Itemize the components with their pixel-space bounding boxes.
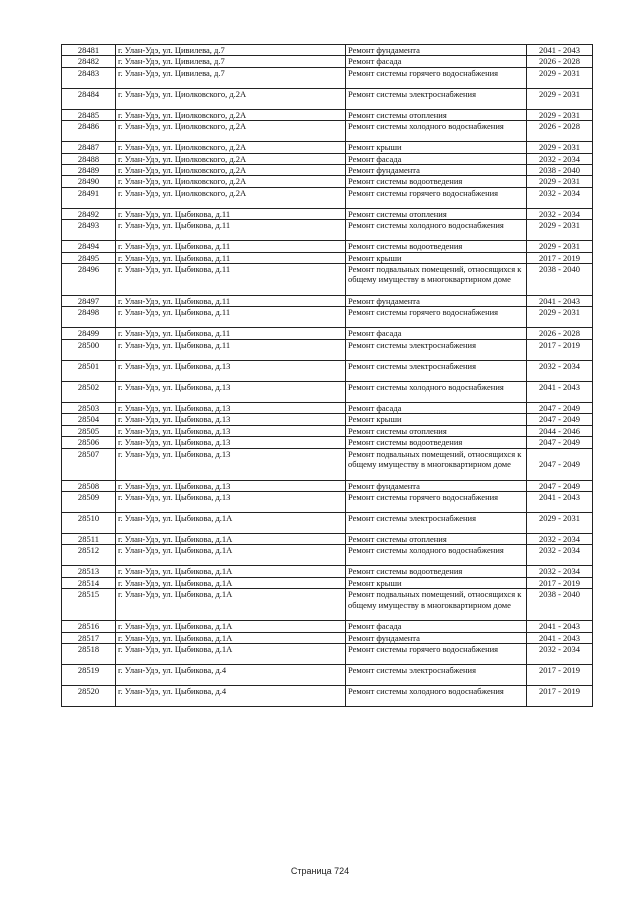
work-type-cell: Ремонт крыши [346, 252, 527, 263]
record-number-cell: 28502 [62, 381, 116, 402]
address-cell: г. Улан-Удэ, ул. Цыбикова, д.4 [116, 685, 346, 706]
work-type-cell: Ремонт системы отопления [346, 208, 527, 219]
period-cell: 2041 - 2043 [527, 381, 593, 402]
record-number-cell: 28506 [62, 437, 116, 448]
period-cell: 2017 - 2019 [527, 252, 593, 263]
period-cell: 2047 - 2049 [527, 402, 593, 413]
record-number-cell: 28482 [62, 56, 116, 67]
table-row [62, 664, 593, 685]
table-row [62, 241, 593, 252]
table-row [62, 307, 593, 328]
record-number-cell: 28517 [62, 632, 116, 643]
period-cell: 2047 - 2049 [527, 414, 593, 425]
record-number-cell: 28503 [62, 402, 116, 413]
record-number-cell: 28495 [62, 252, 116, 263]
record-number-cell: 28499 [62, 328, 116, 339]
work-type-cell: Ремонт фундамента [346, 45, 527, 56]
record-number-cell: 28489 [62, 165, 116, 176]
period-cell: 2029 - 2031 [527, 142, 593, 153]
work-type-cell: Ремонт системы электроснабжения [346, 664, 527, 685]
work-type-cell: Ремонт системы горячего водоснабжения [346, 307, 527, 328]
record-number-cell: 28484 [62, 88, 116, 109]
address-cell: г. Улан-Удэ, ул. Цыбикова, д.11 [116, 241, 346, 252]
table-row [62, 448, 593, 480]
record-number-cell: 28483 [62, 67, 116, 88]
page-number: Страница 724 [290, 866, 350, 876]
period-cell: 2041 - 2043 [527, 621, 593, 632]
address-cell: г. Улан-Удэ, ул. Цыбикова, д.11 [116, 220, 346, 241]
work-type-cell: Ремонт фасада [346, 328, 527, 339]
period-cell: 2029 - 2031 [527, 307, 593, 328]
work-type-cell: Ремонт фасада [346, 402, 527, 413]
period-cell: 2026 - 2028 [527, 121, 593, 142]
period-cell: 2029 - 2031 [527, 176, 593, 187]
work-type-cell: Ремонт системы холодного водоснабжения [346, 121, 527, 142]
record-number-cell: 28501 [62, 360, 116, 381]
table-row [62, 533, 593, 544]
address-cell: г. Улан-Удэ, ул. Циолковского, д.2А [116, 153, 346, 164]
work-type-cell: Ремонт фундамента [346, 165, 527, 176]
work-type-cell: Ремонт системы электроснабжения [346, 360, 527, 381]
address-cell: г. Улан-Удэ, ул. Цыбикова, д.13 [116, 381, 346, 402]
table-row [62, 56, 593, 67]
work-type-cell: Ремонт системы водоотведения [346, 437, 527, 448]
record-number-cell: 28519 [62, 664, 116, 685]
address-cell: г. Улан-Удэ, ул. Цыбикова, д.13 [116, 402, 346, 413]
work-type-cell: Ремонт подвальных помещений, относящихся к общему имуществу в многоквартирном доме [346, 448, 527, 480]
table-row [62, 220, 593, 241]
period-cell: 2026 - 2028 [527, 328, 593, 339]
work-type-cell: Ремонт системы отопления [346, 109, 527, 120]
table-row [62, 121, 593, 142]
table-row [62, 187, 593, 208]
work-type-cell: Ремонт системы холодного водоснабжения [346, 220, 527, 241]
address-cell: г. Улан-Удэ, ул. Цыбикова, д.11 [116, 339, 346, 360]
address-cell: г. Улан-Удэ, ул. Цыбикова, д.11 [116, 307, 346, 328]
period-cell: 2032 - 2034 [527, 566, 593, 577]
record-number-cell: 28488 [62, 153, 116, 164]
address-cell: г. Улан-Удэ, ул. Цыбикова, д.11 [116, 252, 346, 263]
work-type-cell: Ремонт системы горячего водоснабжения [346, 643, 527, 664]
period-cell: 2038 - 2040 [527, 264, 593, 296]
address-cell: г. Улан-Удэ, ул. Цыбикова, д.11 [116, 296, 346, 307]
address-cell: г. Улан-Удэ, ул. Цыбикова, д.13 [116, 448, 346, 480]
address-cell: г. Улан-Удэ, ул. Цыбикова, д.1А [116, 512, 346, 533]
address-cell: г. Улан-Удэ, ул. Цыбикова, д.1А [116, 533, 346, 544]
work-type-cell: Ремонт фундамента [346, 632, 527, 643]
table-row [62, 381, 593, 402]
address-cell: г. Улан-Удэ, ул. Цивилева, д.7 [116, 45, 346, 56]
period-cell: 2032 - 2034 [527, 360, 593, 381]
work-type-cell: Ремонт системы водоотведения [346, 566, 527, 577]
work-type-cell: Ремонт подвальных помещений, относящихся к общему имуществу в многоквартирном доме [346, 264, 527, 296]
record-number-cell: 28518 [62, 643, 116, 664]
record-number-cell: 28515 [62, 589, 116, 621]
address-cell: г. Улан-Удэ, ул. Циолковского, д.2А [116, 176, 346, 187]
address-cell: г. Улан-Удэ, ул. Цыбикова, д.1А [116, 621, 346, 632]
work-type-cell: Ремонт системы горячего водоснабжения [346, 67, 527, 88]
record-number-cell: 28510 [62, 512, 116, 533]
record-number-cell: 28491 [62, 187, 116, 208]
address-cell: г. Улан-Удэ, ул. Цыбикова, д.11 [116, 208, 346, 219]
address-cell: г. Улан-Удэ, ул. Цыбикова, д.13 [116, 425, 346, 436]
period-cell: 2017 - 2019 [527, 577, 593, 588]
work-type-cell: Ремонт системы холодного водоснабжения [346, 545, 527, 566]
address-cell: г. Улан-Удэ, ул. Цыбикова, д.13 [116, 414, 346, 425]
work-type-cell: Ремонт системы отопления [346, 533, 527, 544]
table-row [62, 208, 593, 219]
capital-repair-table [61, 44, 593, 707]
record-number-cell: 28496 [62, 264, 116, 296]
table-row [62, 685, 593, 706]
table-row [62, 643, 593, 664]
table-row [62, 632, 593, 643]
work-type-cell: Ремонт крыши [346, 414, 527, 425]
table-row [62, 109, 593, 120]
work-type-cell: Ремонт системы электроснабжения [346, 339, 527, 360]
address-cell: г. Улан-Удэ, ул. Циолковского, д.2А [116, 142, 346, 153]
record-number-cell: 28507 [62, 448, 116, 480]
period-cell: 2032 - 2034 [527, 153, 593, 164]
table-row [62, 480, 593, 491]
address-cell: г. Улан-Удэ, ул. Цыбикова, д.1А [116, 566, 346, 577]
record-number-cell: 28490 [62, 176, 116, 187]
table-body [62, 45, 593, 707]
table-row [62, 339, 593, 360]
period-cell: 2029 - 2031 [527, 88, 593, 109]
table-row [62, 621, 593, 632]
table-row [62, 45, 593, 56]
record-number-cell: 28513 [62, 566, 116, 577]
period-cell: 2032 - 2034 [527, 545, 593, 566]
address-cell: г. Улан-Удэ, ул. Циолковского, д.2А [116, 88, 346, 109]
address-cell: г. Улан-Удэ, ул. Цыбикова, д.11 [116, 264, 346, 296]
work-type-cell: Ремонт системы холодного водоснабжения [346, 685, 527, 706]
table-row [62, 414, 593, 425]
address-cell: г. Улан-Удэ, ул. Цыбикова, д.1А [116, 545, 346, 566]
table-row [62, 67, 593, 88]
address-cell: г. Улан-Удэ, ул. Цыбикова, д.1А [116, 589, 346, 621]
record-number-cell: 28511 [62, 533, 116, 544]
work-type-cell: Ремонт крыши [346, 142, 527, 153]
period-cell: 2017 - 2019 [527, 664, 593, 685]
table-row [62, 328, 593, 339]
work-type-cell: Ремонт системы электроснабжения [346, 88, 527, 109]
period-cell: 2032 - 2034 [527, 187, 593, 208]
period-cell: 2029 - 2031 [527, 512, 593, 533]
table-row [62, 252, 593, 263]
record-number-cell: 28516 [62, 621, 116, 632]
table-row [62, 491, 593, 512]
work-type-cell: Ремонт системы водоотведения [346, 176, 527, 187]
period-cell: 2038 - 2040 [527, 589, 593, 621]
table-row [62, 153, 593, 164]
address-cell: г. Улан-Удэ, ул. Цыбикова, д.13 [116, 480, 346, 491]
period-cell: 2032 - 2034 [527, 208, 593, 219]
period-cell: 2032 - 2034 [527, 533, 593, 544]
work-type-cell: Ремонт фасада [346, 153, 527, 164]
work-type-cell: Ремонт фундамента [346, 296, 527, 307]
work-type-cell: Ремонт системы электроснабжения [346, 512, 527, 533]
period-cell: 2041 - 2043 [527, 632, 593, 643]
address-cell: г. Улан-Удэ, ул. Цыбикова, д.1А [116, 643, 346, 664]
period-cell: 2029 - 2031 [527, 67, 593, 88]
record-number-cell: 28520 [62, 685, 116, 706]
period-cell: 2047 - 2049 [527, 437, 593, 448]
table-row [62, 402, 593, 413]
record-number-cell: 28504 [62, 414, 116, 425]
table-row [62, 88, 593, 109]
record-number-cell: 28505 [62, 425, 116, 436]
table-row [62, 360, 593, 381]
table-row [62, 577, 593, 588]
address-cell: г. Улан-Удэ, ул. Цыбикова, д.13 [116, 360, 346, 381]
work-type-cell: Ремонт фасада [346, 56, 527, 67]
period-cell: 2029 - 2031 [527, 241, 593, 252]
work-type-cell: Ремонт системы водоотведения [346, 241, 527, 252]
table-row [62, 425, 593, 436]
address-cell: г. Улан-Удэ, ул. Цыбикова, д.4 [116, 664, 346, 685]
record-number-cell: 28481 [62, 45, 116, 56]
record-number-cell: 28487 [62, 142, 116, 153]
work-type-cell: Ремонт фасада [346, 621, 527, 632]
work-type-cell: Ремонт системы горячего водоснабжения [346, 491, 527, 512]
address-cell: г. Улан-Удэ, ул. Цивилева, д.7 [116, 56, 346, 67]
work-type-cell: Ремонт крыши [346, 577, 527, 588]
record-number-cell: 28497 [62, 296, 116, 307]
record-number-cell: 28485 [62, 109, 116, 120]
table-row [62, 264, 593, 296]
period-cell: 2041 - 2043 [527, 45, 593, 56]
address-cell: г. Улан-Удэ, ул. Цыбикова, д.1А [116, 577, 346, 588]
period-cell: 2026 - 2028 [527, 56, 593, 67]
table-row [62, 176, 593, 187]
record-number-cell: 28493 [62, 220, 116, 241]
record-number-cell: 28514 [62, 577, 116, 588]
table-row [62, 589, 593, 621]
work-type-cell: Ремонт системы отопления [346, 425, 527, 436]
record-number-cell: 28492 [62, 208, 116, 219]
period-cell: 2041 - 2043 [527, 296, 593, 307]
record-number-cell: 28498 [62, 307, 116, 328]
address-cell: г. Улан-Удэ, ул. Цивилева, д.7 [116, 67, 346, 88]
period-cell: 2038 - 2040 [527, 165, 593, 176]
table-row [62, 566, 593, 577]
record-number-cell: 28509 [62, 491, 116, 512]
table-row [62, 437, 593, 448]
address-cell: г. Улан-Удэ, ул. Циолковского, д.2А [116, 121, 346, 142]
period-cell: 2017 - 2019 [527, 685, 593, 706]
work-type-cell: Ремонт системы холодного водоснабжения [346, 381, 527, 402]
work-type-cell: Ремонт подвальных помещений, относящихся к общему имуществу в многоквартирном доме [346, 589, 527, 621]
period-cell: 2029 - 2031 [527, 220, 593, 241]
address-cell: г. Улан-Удэ, ул. Циолковского, д.2А [116, 187, 346, 208]
address-cell: г. Улан-Удэ, ул. Циолковского, д.2А [116, 165, 346, 176]
period-cell: 2032 - 2034 [527, 643, 593, 664]
period-cell: 2047 - 2049 [527, 480, 593, 491]
table-row [62, 165, 593, 176]
period-cell: 2017 - 2019 [527, 339, 593, 360]
table-row [62, 545, 593, 566]
record-number-cell: 28494 [62, 241, 116, 252]
table-row [62, 512, 593, 533]
record-number-cell: 28512 [62, 545, 116, 566]
address-cell: г. Улан-Удэ, ул. Цыбикова, д.1А [116, 632, 346, 643]
record-number-cell: 28486 [62, 121, 116, 142]
address-cell: г. Улан-Удэ, ул. Циолковского, д.2А [116, 109, 346, 120]
address-cell: г. Улан-Удэ, ул. Цыбикова, д.11 [116, 328, 346, 339]
table-row [62, 142, 593, 153]
work-type-cell: Ремонт фундамента [346, 480, 527, 491]
period-cell: 2029 - 2031 [527, 109, 593, 120]
table-row [62, 296, 593, 307]
record-number-cell: 28508 [62, 480, 116, 491]
period-cell: 2044 - 2046 [527, 425, 593, 436]
work-type-cell: Ремонт системы горячего водоснабжения [346, 187, 527, 208]
record-number-cell: 28500 [62, 339, 116, 360]
address-cell: г. Улан-Удэ, ул. Цыбикова, д.13 [116, 437, 346, 448]
period-cell: 2047 - 2049 [527, 448, 593, 480]
address-cell: г. Улан-Удэ, ул. Цыбикова, д.13 [116, 491, 346, 512]
period-cell: 2041 - 2043 [527, 491, 593, 512]
